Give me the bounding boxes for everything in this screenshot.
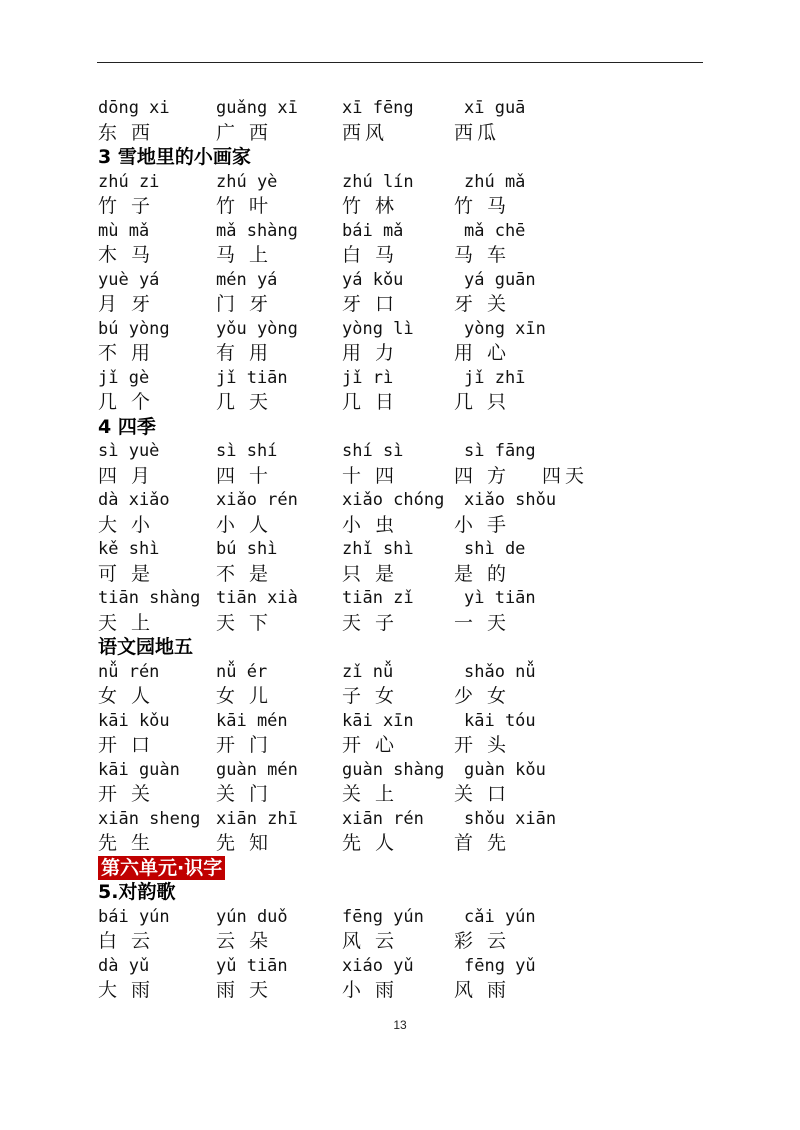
pinyin-word: sì fāng — [464, 441, 536, 461]
pinyin-word: nǚ ér — [216, 661, 268, 682]
section-heading: 4 四季 — [98, 415, 156, 438]
pinyin-word: xiǎo shǒu — [464, 490, 557, 510]
hanzi-word: 十 四 — [342, 464, 399, 487]
hanzi-word: 小 手 — [454, 513, 511, 536]
pinyin-word: tiān xià — [216, 588, 298, 608]
pinyin-word: shí sì — [342, 441, 404, 461]
pinyin-row — [98, 219, 718, 244]
pinyin-row — [98, 586, 718, 611]
pinyin-row — [98, 96, 718, 121]
hanzi-word: 云 朵 — [216, 930, 273, 952]
hanzi-row — [98, 390, 718, 415]
hanzi-word: 用 心 — [454, 342, 511, 364]
pinyin-word: xiān rén — [342, 808, 424, 829]
hanzi-word: 西瓜 — [454, 121, 501, 144]
pinyin-row — [98, 660, 718, 685]
hanzi-word: 开 口 — [98, 734, 155, 756]
hanzi-word: 马 车 — [454, 244, 511, 266]
pinyin-word: jǐ tiān — [216, 367, 288, 388]
hanzi-word: 竹 林 — [342, 195, 399, 217]
hanzi-row — [98, 121, 718, 146]
pinyin-word: yún duǒ — [216, 906, 288, 927]
pinyin-row — [98, 709, 718, 734]
hanzi-row — [98, 243, 718, 268]
pinyin-word: dà xiǎo — [98, 490, 170, 510]
hanzi-word: 四 十 — [216, 464, 273, 487]
pinyin-word: kāi xīn — [342, 710, 414, 731]
pinyin-word: yì tiān — [464, 588, 536, 608]
hanzi-word: 几 只 — [454, 391, 511, 413]
hanzi-word: 牙 口 — [342, 293, 399, 315]
hanzi-row — [98, 341, 718, 366]
pinyin-word: yá kǒu — [342, 269, 404, 290]
hanzi-word: 竹 子 — [98, 195, 155, 217]
hanzi-word: 先 知 — [216, 832, 273, 854]
pinyin-word: sì yuè — [98, 441, 160, 461]
pinyin-word: xiān sheng — [98, 808, 201, 829]
pinyin-word: bái mǎ — [342, 220, 404, 241]
pinyin-word: shǒu xiān — [464, 808, 557, 829]
hanzi-word: 门 牙 — [216, 293, 273, 315]
hanzi-word: 小 虫 — [342, 513, 399, 536]
pinyin-word: xī fēng — [342, 98, 414, 118]
pinyin-word: mǎ shàng — [216, 220, 298, 241]
hanzi-word: 风 雨 — [454, 979, 511, 1001]
pinyin-word: tiān zǐ — [342, 588, 414, 608]
pinyin-word: fēng yún — [342, 906, 424, 927]
pinyin-word: kāi guàn — [98, 759, 180, 780]
pinyin-word: dà yǔ — [98, 955, 150, 976]
hanzi-row — [98, 194, 718, 219]
pinyin-word: zhǐ shì — [342, 539, 414, 559]
pinyin-word: mǎ chē — [464, 220, 526, 241]
hanzi-word: 是 的 — [454, 562, 511, 585]
pinyin-row — [98, 954, 718, 979]
hanzi-word: 有 用 — [216, 342, 273, 364]
hanzi-word: 雨 天 — [216, 979, 273, 1001]
pinyin-word: tiān shàng — [98, 588, 201, 608]
pinyin-word: guàn kǒu — [464, 759, 546, 780]
section-heading: 语文园地五 — [98, 636, 194, 658]
hanzi-word: 马 上 — [216, 244, 273, 266]
hanzi-word: 白 马 — [342, 244, 399, 266]
pinyin-word: bú yòng — [98, 318, 170, 339]
hanzi-row — [98, 684, 718, 709]
unit-banner-row — [98, 856, 718, 881]
hanzi-row — [98, 782, 718, 807]
hanzi-row — [98, 978, 718, 1003]
pinyin-word: jǐ rì — [342, 367, 394, 388]
hanzi-word: 竹 叶 — [216, 195, 273, 217]
pinyin-word: zhú mǎ — [464, 171, 526, 192]
hanzi-word: 开 门 — [216, 734, 273, 756]
hanzi-word: 大 小 — [98, 513, 155, 536]
pinyin-word: xiǎo rén — [216, 490, 298, 510]
hanzi-word: 首 先 — [454, 832, 511, 854]
page-number: 13 — [393, 1018, 407, 1032]
hanzi-word: 木 马 — [98, 244, 155, 266]
pinyin-word: guàn mén — [216, 759, 298, 780]
pinyin-word: jǐ gè — [98, 367, 150, 388]
hanzi-row — [98, 513, 718, 538]
hanzi-word: 几 日 — [342, 391, 399, 413]
pinyin-word: xī guā — [464, 98, 526, 118]
pinyin-word: bái yún — [98, 906, 170, 927]
hanzi-word: 小 雨 — [342, 979, 399, 1001]
hanzi-word: 几 个 — [98, 391, 155, 413]
hanzi-word: 一 天 — [454, 611, 511, 634]
pinyin-word: kě shì — [98, 539, 160, 559]
hanzi-word: 少 女 — [454, 685, 511, 707]
hanzi-word: 开 关 — [98, 783, 155, 805]
hanzi-word: 先 生 — [98, 832, 155, 854]
hanzi-word: 牙 关 — [454, 293, 511, 315]
pinyin-row — [98, 366, 718, 391]
hanzi-row — [98, 562, 718, 587]
hanzi-word: 女 人 — [98, 685, 155, 707]
hanzi-word: 几 天 — [216, 391, 273, 413]
pinyin-word: guǎng xī — [216, 98, 298, 118]
pinyin-word: zhú zi — [98, 171, 160, 192]
pinyin-row — [98, 905, 718, 930]
pinyin-word: mù mǎ — [98, 220, 150, 241]
hanzi-row — [98, 292, 718, 317]
section-heading: 3 雪地里的小画家 — [98, 146, 251, 168]
hanzi-word: 女 儿 — [216, 685, 273, 707]
pinyin-row — [98, 758, 718, 783]
unit-banner: 第六单元·识字 — [98, 856, 225, 880]
pinyin-word: zhú lín — [342, 171, 414, 192]
hanzi-word: 只 是 — [342, 562, 399, 585]
pinyin-word: shì de — [464, 539, 526, 559]
hanzi-word: 用 力 — [342, 342, 399, 364]
pinyin-row — [98, 439, 718, 464]
pinyin-word: jǐ zhī — [464, 367, 526, 388]
pinyin-word: xiáo yǔ — [342, 955, 414, 976]
pinyin-row — [98, 170, 718, 195]
pinyin-word: yá guān — [464, 269, 536, 290]
hanzi-row — [98, 611, 718, 636]
pinyin-row — [98, 268, 718, 293]
pinyin-word: yòng xīn — [464, 318, 546, 339]
pinyin-word: sì shí — [216, 441, 278, 461]
hanzi-word: 四 月 — [98, 464, 155, 487]
hanzi-word: 四天 — [542, 464, 589, 487]
pinyin-word: xiān zhī — [216, 808, 298, 829]
hanzi-word: 白 云 — [98, 930, 155, 952]
hanzi-word: 小 人 — [216, 513, 273, 536]
hanzi-word: 西风 — [342, 121, 389, 144]
hanzi-word: 天 上 — [98, 611, 155, 634]
hanzi-word: 广 西 — [216, 121, 273, 144]
hanzi-word: 可 是 — [98, 562, 155, 585]
hanzi-word: 开 头 — [454, 734, 511, 756]
pinyin-word: dōng xi — [98, 98, 170, 118]
pinyin-word: fēng yǔ — [464, 955, 536, 976]
hanzi-word: 子 女 — [342, 685, 399, 707]
hanzi-word: 不 用 — [98, 342, 155, 364]
pinyin-word: mén yá — [216, 269, 278, 290]
pinyin-word: xiǎo chóng — [342, 490, 445, 510]
section-heading: 5.对韵歌 — [98, 881, 176, 903]
pinyin-word: shǎo nǚ — [464, 661, 536, 682]
hanzi-row — [98, 733, 718, 758]
vocabulary-list — [98, 96, 718, 1003]
hanzi-word: 不 是 — [216, 562, 273, 585]
pinyin-row — [98, 488, 718, 513]
pinyin-word: nǚ rén — [98, 661, 160, 682]
hanzi-row — [98, 831, 718, 856]
pinyin-word: bú shì — [216, 539, 278, 559]
hanzi-word: 四 方 — [454, 464, 511, 487]
header-rule — [97, 62, 703, 63]
pinyin-word: guàn shàng — [342, 759, 445, 780]
pinyin-word: yǔ tiān — [216, 955, 288, 976]
pinyin-word: kāi tóu — [464, 710, 536, 731]
hanzi-word: 关 口 — [454, 783, 511, 805]
pinyin-word: kāi mén — [216, 710, 288, 731]
hanzi-word: 月 牙 — [98, 293, 155, 315]
hanzi-row — [98, 464, 718, 489]
pinyin-word: yuè yá — [98, 269, 160, 290]
pinyin-row — [98, 807, 718, 832]
hanzi-row — [98, 929, 718, 954]
hanzi-word: 风 云 — [342, 930, 399, 952]
hanzi-word: 先 人 — [342, 832, 399, 854]
pinyin-word: kāi kǒu — [98, 710, 170, 731]
hanzi-word: 天 子 — [342, 611, 399, 634]
pinyin-word: zhú yè — [216, 171, 278, 192]
hanzi-word: 关 门 — [216, 783, 273, 805]
hanzi-word: 竹 马 — [454, 195, 511, 217]
hanzi-word: 大 雨 — [98, 979, 155, 1001]
pinyin-word: yǒu yòng — [216, 318, 298, 339]
hanzi-word: 关 上 — [342, 783, 399, 805]
hanzi-word: 开 心 — [342, 734, 399, 756]
hanzi-word: 天 下 — [216, 611, 273, 634]
pinyin-word: yòng lì — [342, 318, 414, 339]
hanzi-word: 彩 云 — [454, 930, 511, 952]
pinyin-row — [98, 537, 718, 562]
pinyin-word: zǐ nǚ — [342, 661, 394, 682]
hanzi-word: 东 西 — [98, 121, 155, 144]
pinyin-row — [98, 317, 718, 342]
pinyin-word: cǎi yún — [464, 906, 536, 927]
